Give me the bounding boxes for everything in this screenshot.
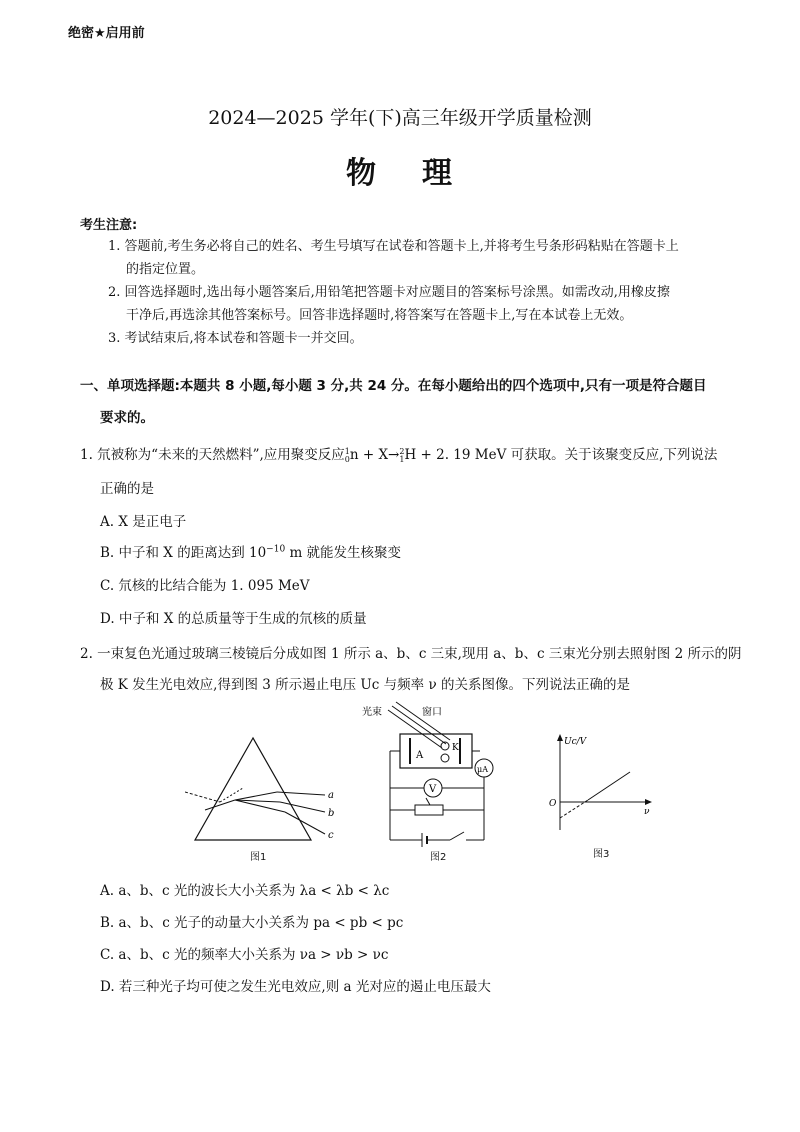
figure-3-graph: [530, 730, 660, 840]
figure-3-label: 图3: [593, 849, 610, 860]
confidential-label: 绝密★启用前: [68, 26, 145, 41]
outgoing-ray-c: [285, 812, 325, 834]
rheostat: [415, 805, 443, 815]
electron-2: [441, 754, 449, 762]
notice-item-3: 3. 考试结束后,将本试卷和答题卡一并交回。: [108, 331, 363, 346]
deuteron-charge-number: 1: [399, 454, 405, 464]
section-heading: 一、单项选择题:本题共 8 小题,每小题 3 分,共 24 分。在每小题给出的四个选项中,只有一项是符合题目: [80, 378, 707, 394]
q1-option-b-exponent: −10: [266, 544, 286, 555]
figure-1-label: 图1: [250, 852, 267, 863]
microammeter-label: μA: [477, 765, 488, 774]
subject-char-2: 理: [422, 156, 454, 191]
q1-stem: [80, 443, 717, 464]
neutron-charge-number: 0: [344, 454, 350, 464]
figure-2-circuit: [360, 700, 505, 850]
window-label: 窗口: [422, 707, 442, 718]
prism-triangle: [195, 738, 311, 840]
incident-extension-dashed: [185, 792, 220, 802]
beam-label: 光束: [362, 707, 382, 718]
q1-stem-part3: H + 2. 19 MeV 可获取。关于该聚变反应,下列说法: [404, 447, 718, 463]
q1-stem-cont: 正确的是: [100, 481, 154, 497]
uc-nu-line: [588, 772, 630, 800]
notice-item-2: 2. 回答选择题时,选出每小题答案后,用铅笔把答题卡对应题目的答案标号涂黑。如需改动,用橡皮擦: [108, 285, 670, 300]
figure-2-label: 图2: [430, 852, 447, 863]
y-axis-arrow: [557, 734, 563, 741]
cathode-label: K: [452, 743, 459, 753]
q2-stem-cont: 极 K 发生光电效应,得到图 3 所示遏止电压 Uc 与频率 ν 的关系图像。下列说法正确的是: [100, 677, 630, 693]
notice-heading: 考生注意:: [80, 218, 138, 233]
q1-option-c: C. 氘核的比结合能为 1. 095 MeV: [100, 578, 310, 594]
q1-option-a: A. X 是正电子: [100, 514, 187, 530]
section-heading-cont: 要求的。: [100, 410, 154, 426]
origin-label: O: [549, 799, 557, 809]
ray-label-c: c: [328, 830, 334, 841]
q1-option-b: [100, 541, 401, 561]
q1-option-b-part2: m 就能发生核聚变: [285, 545, 402, 561]
deuteron-mass-number: 2: [399, 446, 405, 456]
x-axis-label: ν: [644, 807, 650, 817]
neutron-mass-number: 1: [344, 446, 350, 456]
switch: [450, 832, 464, 840]
q2-stem: 2. 一束复色光通过玻璃三棱镜后分成如图 1 所示 a、b、c 三束,现用 a、b、c 三束光分别去照射图 2 所示的阴: [80, 646, 742, 662]
y-axis-label: Uc/V: [564, 737, 587, 747]
q2-option-b: B. a、b、c 光子的动量大小关系为 pa < pb < pc: [100, 915, 404, 931]
outgoing-ray-b: [280, 802, 325, 812]
q1-stem-part1: 1. 氘被称为“未来的天然燃料”,应用聚变反应: [80, 447, 345, 463]
notice-item-1-cont: 的指定位置。: [126, 262, 205, 277]
anode-label: A: [416, 750, 424, 761]
q2-option-d: D. 若三种光子均可使之发生光电效应,则 a 光对应的遏止电压最大: [100, 979, 491, 995]
q1-option-d: D. 中子和 X 的总质量等于生成的氘核的质量: [100, 611, 367, 627]
q2-option-a: A. a、b、c 光的波长大小关系为 λa < λb < λc: [100, 883, 390, 899]
inner-ray-a: [235, 792, 277, 800]
extrapolation-dashed: [560, 800, 588, 818]
q2-option-c: C. a、b、c 光的频率大小关系为 νa > νb > νc: [100, 947, 389, 963]
subject-char-1: 物: [346, 156, 378, 191]
x-axis-arrow: [645, 799, 652, 805]
q1-option-b-part1: B. 中子和 X 的距离达到 10: [100, 545, 267, 561]
notice-item-2-cont: 干净后,再选涂其他答案标号。回答非选择题时,将答案写在答题卡上,写在本试卷上无效。: [126, 308, 633, 323]
exam-title: 2024—2025 学年(下)高三年级开学质量检测: [208, 107, 592, 129]
subject-title: [0, 148, 800, 192]
ray-label-a: a: [328, 790, 334, 801]
q1-stem-part2: n + X→: [349, 447, 400, 463]
ray-label-b: b: [328, 808, 335, 819]
voltmeter-label: V: [429, 784, 437, 795]
notice-item-1: 1. 答题前,考生务必将自己的姓名、考生号填写在试卷和答题卡上,并将考生号条形码粘贴在答题卡上: [108, 239, 679, 254]
rheostat-slider: [426, 798, 430, 805]
